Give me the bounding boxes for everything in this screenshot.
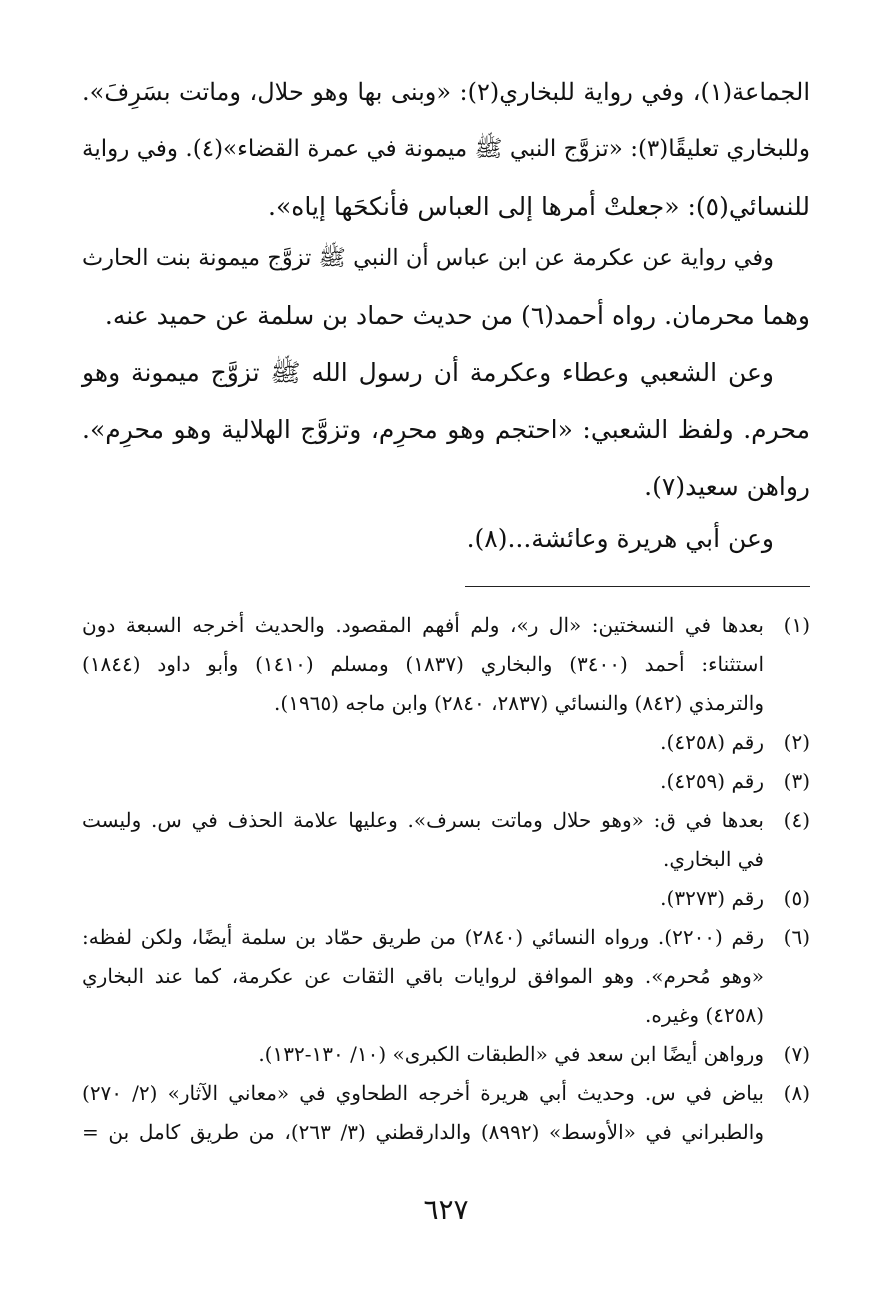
body-line: وللبخاري تعليقًا(٣): «تزوَّج النبي ﷺ ميمونة في عمرة القضاء»(٤). وفي رواية [82, 136, 810, 162]
footnote-line: ورواهن أيضًا ابن سعد في «الطبقات الكبرى» (١٠/ ١٣٠-١٣٢). [258, 1042, 764, 1066]
body-line: محرم. ولفظ الشعبي: «احتجم وهو محرِم، وتزوَّج الهلالية وهو محرِم». [82, 415, 810, 444]
footnote [82, 762, 810, 801]
body-line: وعن أبي هريرة وعائشة...(٨). [466, 524, 774, 553]
footnote-number: (٣) [783, 769, 810, 793]
body-line: وفي رواية عن عكرمة عن ابن عباس أن النبي ﷺ تزوَّج ميمونة بنت الحارث [82, 245, 774, 271]
footnote-line: في البخاري. [663, 847, 764, 871]
footnote [82, 879, 810, 918]
footnote-line: والترمذي (٨٤٢) والنسائي (٢٨٣٧، ٢٨٤٠) وابن ماجه (١٩٦٥). [274, 691, 764, 715]
footnote [82, 1074, 810, 1152]
footnote-number: (٧) [783, 1042, 810, 1066]
footnote-line: والطبراني في «الأوسط» (٨٩٩٢) والدارقطني (٣/ ٢٦٣)، من طريق كامل بن = [82, 1120, 764, 1144]
footnote-line: رقم (٢٢٠٠). ورواه النسائي (٢٨٤٠) من طريق حمّاد بن سلمة أيضًا، ولكن لفظه: [82, 925, 764, 949]
footnote-line: رقم (٣٢٧٣). [660, 886, 764, 910]
footnote-number: (٢) [783, 730, 810, 754]
body-line: وعن الشعبي وعطاء وعكرمة أن رسول الله ﷺ تزوَّج ميمونة وهو [82, 358, 774, 387]
footnote [82, 801, 810, 879]
footnote [82, 918, 810, 1035]
page-number: ٦٢٧ [423, 1193, 469, 1226]
footnote-line: بياض في س. وحديث أبي هريرة أخرجه الطحاوي في «معاني الآثار» (٢/ ٢٧٠) [82, 1081, 764, 1105]
footnote-number: (١) [783, 613, 810, 637]
footnote-line: رقم (٤٢٥٨). [660, 730, 764, 754]
body-line: رواهن سعيد(٧). [644, 472, 810, 501]
footnote-line: (٤٢٥٨) وغيره. [645, 1003, 764, 1027]
footnote-line: بعدها في النسختين: «ال ر»، ولم أفهم المقصود. والحديث أخرجه السبعة دون [82, 613, 764, 637]
footnote-divider [465, 586, 810, 587]
footnote-number: (٥) [783, 886, 810, 910]
footnote-number: (٨) [783, 1081, 810, 1105]
footnote [82, 723, 810, 762]
body-line: للنسائي(٥): «جعلتْ أمرها إلى العباس فأنكحَها إياه». [268, 192, 810, 221]
footnote [82, 606, 810, 723]
footnote-line: بعدها في ق: «وهو حلال وماتت بسرف». وعليها علامة الحذف في س. وليست [82, 808, 764, 832]
footnote-number: (٦) [783, 925, 810, 949]
footnote-number: (٤) [783, 808, 810, 832]
footnote-line: استثناء: أحمد (٣٤٠٠) والبخاري (١٨٣٧) ومسلم (١٤١٠) وأبو داود (١٨٤٤) [82, 652, 764, 676]
footnote-line: رقم (٤٢٥٩). [660, 769, 764, 793]
footnote-line: «وهو مُحرم». وهو الموافق لروايات باقي الثقات عن عكرمة، كما عند البخاري [82, 964, 764, 988]
footnote [82, 1035, 810, 1074]
body-line: الجماعة(١)، وفي رواية للبخاري(٢): «وبنى بها وهو حلال، وماتت بسَرِفَ». [82, 78, 810, 106]
body-line: وهما محرمان. رواه أحمد(٦) من حديث حماد بن سلمة عن حميد عنه. [104, 301, 810, 330]
